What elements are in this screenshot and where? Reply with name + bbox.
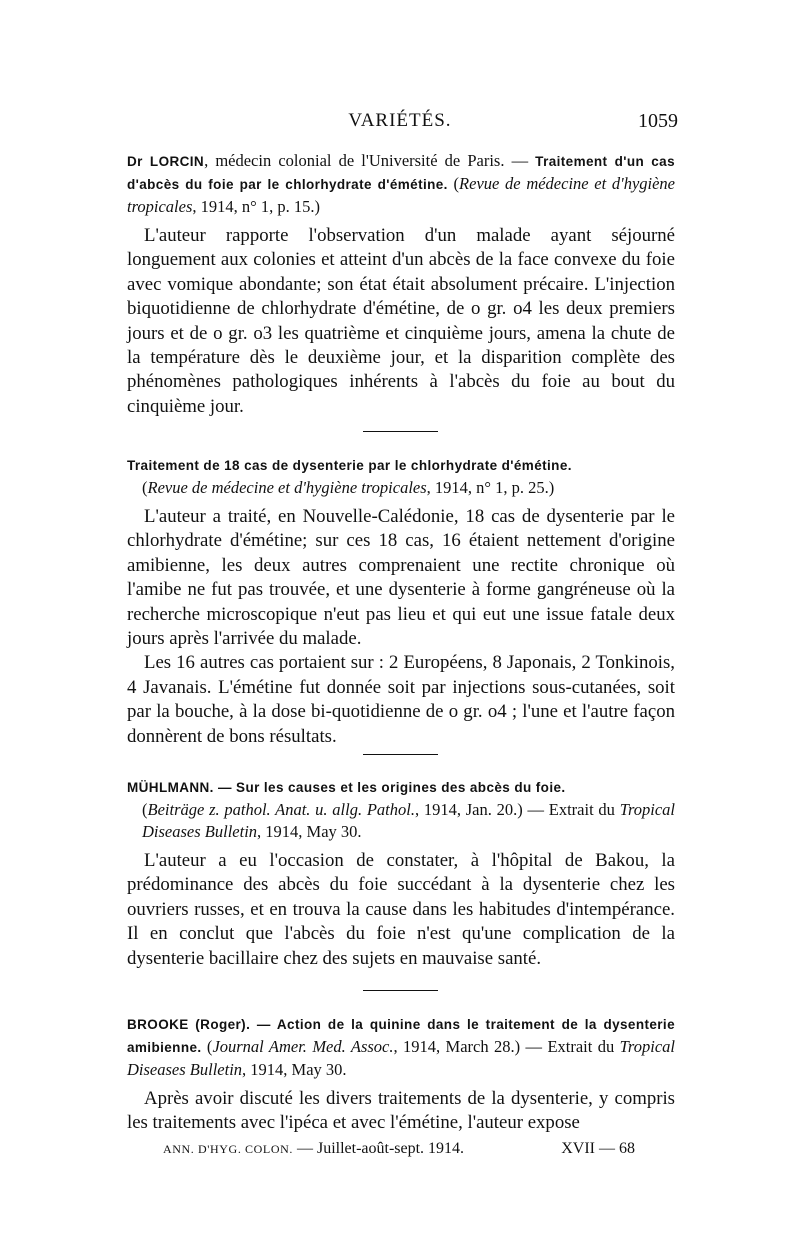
author: Dr LORCIN [127,154,205,169]
section-divider [363,990,438,991]
article-title: Sur les causes et les origines des abcès du foie. [236,780,566,795]
article-lorcin [127,150,675,419]
source-journal-2: Tropical Diseases Bulletin [127,1037,675,1079]
citation: BROOKE (Roger). — Action de la quinine dans le traitement de la dysenterie amibienne. (Journal Amer. Med. Assoc., 1914, March 28.) — Extrait du Tropical Diseases Bulletin, 1914, May 30. [127,1017,675,1079]
footer-journal: ANN. D'HYG. COLON. [163,1142,293,1156]
source-journal-2: Tropical Diseases Bulletin [142,800,676,841]
paragraph: L'auteur a traité, en Nouvelle-Calédonie, 18 cas de dysenterie par le chlorhydrate d'émétine; sur ces 18 cas, 16 étaient nettement d'origine amibienne, les deux autres comprenaient une rectite chronique où l'amibe ne fut pas trouvée, et une dysenterie à forme gangréneuse où la recherche microscopique n'eut pas lieu et qui eut une issue fatale deux jours après l'arrivée du malade. [127,506,675,650]
paragraph: L'auteur a eu l'occasion de constater, à l'hôpital de Bakou, la prédominance des abcès du foie succédant à la dysenterie chez les ouvriers russes, et en trouva la cause dans les habitudes d'intempérance. Il en conclut que l'abcès du foie n'est qu'une complication de la dysenterie bacillaire chez des sujets en mauvaise santé. [127,850,675,969]
article-muhlmann [127,776,675,971]
paragraph: L'auteur rapporte l'observation d'un malade ayant séjourné longuement aux colonies et atteint d'un abcès de la face convexe du foie avec vomique abondante; son état était absolument précaire. L'injection biquotidienne de chlorhydrate d'émétine, de o gr. o4 les deux premiers jours et de o gr. o3 les quatrième et cinquième jours, amena la chute de la température dès le deuxième jour, et la disparition complète des phénomènes pathologiques inhérents à l'abcès du foie au bout du cinquième jour. [127,225,675,417]
citation: Traitement de 18 cas de dysenterie par le chlorhydrate d'émétine. (Revue de médecine et d'hygiène tropicales, 1914, n° 1, p. 25.) [127,458,572,497]
section-divider [363,431,438,432]
page-number: 1059 [638,110,678,132]
author: MÜHLMANN. — [127,780,237,795]
section-divider [363,754,438,755]
footer-volume: XVII — 68 [561,1140,635,1157]
article-dysenterie [127,454,675,749]
article-brooke [127,1013,675,1136]
author: BROOKE (Roger). — [127,1017,277,1032]
source-journal: Journal Amer. Med. Assoc. [212,1037,394,1056]
paragraph: Après avoir discuté les divers traitements de la dysenterie, y compris les traitements avec l'ipéca et avec l'émétine, l'auteur expose [127,1088,675,1134]
running-header [0,110,800,140]
source-journal: Beiträge z. pathol. Anat. u. allg. Pathol. [147,800,415,819]
running-title: VARIÉTÉS. [348,110,452,131]
source-journal: Revue de médecine et d'hygiène tropicales [147,478,427,497]
footer-date: — Juillet-août-sept. 1914. [292,1140,465,1157]
page-footer [163,1140,643,1160]
citation: MÜHLMANN. — Sur les causes et les origines des abcès du foie. (Beiträge z. pathol. Anat. u. allg. Pathol., 1914, Jan. 20.) — Extrait du Tropical Diseases Bulletin, 1914, May 30. [127,780,676,841]
source-journal: Revue de médecine et d'hygiène tropicales [127,174,675,216]
article-title: Traitement d'un cas d'abcès du foie par le chlorhydrate d'émétine. [127,154,675,192]
citation: Dr LORCIN, médecin colonial de l'Université de Paris. — Traitement d'un cas d'abcès du foie par le chlorhydrate d'émétine. (Revue de médecine et d'hygiène tropicales, 1914, n° 1, p. 15.) [127,151,675,216]
paragraph: Les 16 autres cas portaient sur : 2 Européens, 8 Japonais, 2 Tonkinois, 4 Javanais. L'émétine fut donnée soit par injections sous-cutanées, soit par la bouche, à la dose bi-quotidienne de o gr. o4 ; l'une et l'autre façon donnèrent de bons résultats. [127,652,675,747]
article-title: Traitement de 18 cas de dysenterie par le chlorhydrate d'émétine. [127,458,572,473]
article-title: Action de la quinine dans le traitement de la dysenterie amibienne. [127,1017,675,1055]
